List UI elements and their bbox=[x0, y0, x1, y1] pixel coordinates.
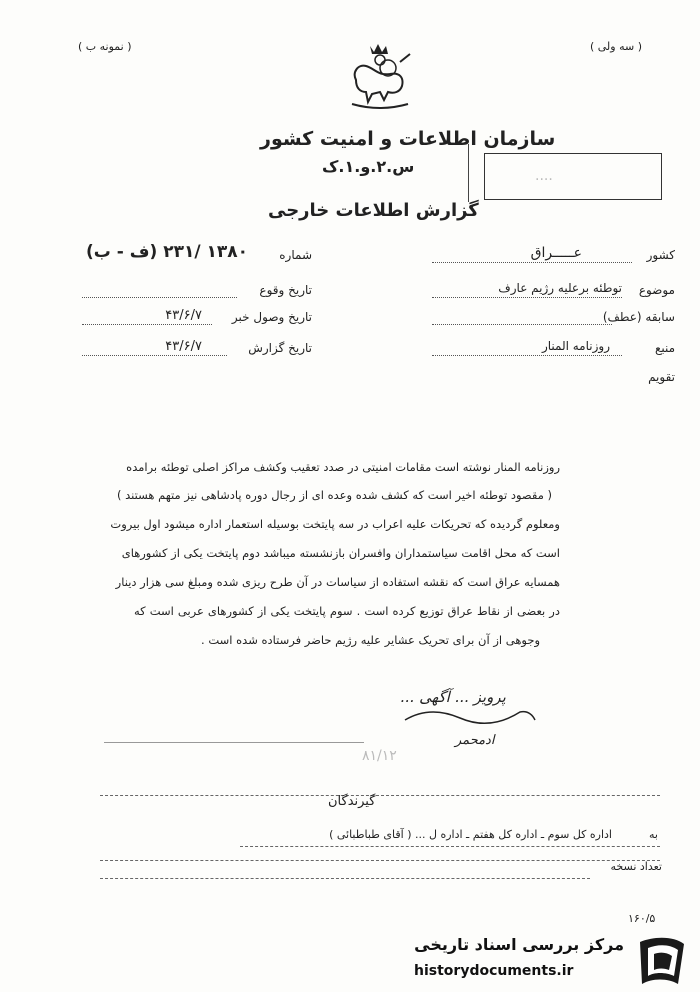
recipients-underline bbox=[240, 846, 660, 847]
recipients-prefix: به bbox=[649, 828, 658, 841]
field-subject-dots bbox=[432, 297, 622, 298]
recipients-heading: گیرندگان bbox=[328, 794, 376, 809]
field-reference-label: سابقه (عطف) bbox=[602, 310, 675, 324]
page-number: ۱۶۰/۵ bbox=[628, 912, 656, 925]
copies-label: تعداد نسخه bbox=[610, 860, 662, 873]
field-occurrence-date-label: تاریخ وقوع bbox=[259, 283, 312, 297]
archive-logo-icon bbox=[634, 934, 690, 988]
field-country-value: عـــــراق bbox=[530, 245, 582, 261]
field-country-label: کشور bbox=[646, 248, 675, 262]
signature-under: ادمحمر bbox=[455, 733, 495, 748]
top-right-note: ( سه ولی ) bbox=[589, 40, 642, 53]
field-number-label: شماره bbox=[279, 248, 312, 262]
stamp-side-mark bbox=[468, 144, 485, 202]
faded-stamp-area bbox=[104, 742, 364, 793]
body-line-2: ( مقصود توطئه اخیر است که کشف شده وعده ای از رجال دوره پادشاهی نیز متهم هستند ) bbox=[117, 488, 552, 502]
field-country-dots bbox=[432, 262, 632, 263]
body-line-6: در بعضی از نقاط عراق توزیع کرده است . سوم پایتخت یکی از کشورهای عربی است که bbox=[134, 604, 560, 618]
org-name: سازمان اطلاعات و امنیت کشور bbox=[260, 128, 556, 150]
divider-line bbox=[100, 795, 660, 796]
field-calendar-label: تقویم bbox=[648, 370, 675, 384]
recipients-list: اداره کل سوم ـ اداره کل هفتم ـ اداره ل ... ( آقای طباطبائی ) bbox=[329, 828, 612, 841]
field-source-value: روزنامه المنار bbox=[541, 339, 610, 353]
field-received-date-label: تاریخ وصول خبر bbox=[231, 310, 312, 324]
stamp-text: .... bbox=[535, 168, 553, 184]
field-report-date-dots bbox=[82, 355, 227, 356]
body-line-1: روزنامه المنار نوشته است مقامات امنیتی در صدد تعقیب وکشف مراکز اصلی توطئه برامده bbox=[126, 460, 560, 474]
body-line-7: وجوهی از آن برای تحریک عشایر علیه رژیم حاضر فرستاده شده است . bbox=[201, 633, 540, 647]
field-received-date-value: ۴۳/۶/۷ bbox=[165, 308, 202, 323]
copies-underline bbox=[100, 878, 590, 879]
report-title: گزارش اطلاعات خارجی bbox=[268, 200, 479, 221]
watermark-url: historydocuments.ir bbox=[414, 963, 574, 979]
field-report-date-label: تاریخ گزارش bbox=[248, 341, 312, 355]
field-reference-dots bbox=[432, 324, 612, 325]
reference-code: س.۲.و.۱.ک bbox=[322, 157, 415, 176]
field-subject-value: توطئه برعلیه رژیم عارف bbox=[498, 281, 622, 295]
field-number-value: ۱۳۸۰ /۲۳۱ (ف - ب) bbox=[86, 242, 248, 262]
body-line-4: است که محل اقامت سیاستمداران وافسران بازنشسته میباشد دوم پایتخت یکی از کشورهای bbox=[121, 546, 560, 560]
lion-and-sun-emblem-icon bbox=[344, 42, 416, 112]
body-line-3: ومعلوم گردیده که تحریکات علیه اعراب در سه پایتخت بوسیله استعمار اداره میشود اول بیروت bbox=[110, 517, 560, 531]
recipients-underline-2 bbox=[100, 860, 660, 861]
top-left-note: ( نمونه ب ) bbox=[78, 40, 132, 53]
field-received-date-dots bbox=[82, 324, 212, 325]
signature: پرویز ... آگهی ... bbox=[400, 688, 506, 706]
signature-flourish-icon bbox=[400, 700, 540, 730]
field-source-label: منبع bbox=[654, 341, 675, 355]
body-line-5: همسایه عراق است که نقشه استفاده از سیاسات در آن طرح ریزی شده ومبلغ سی هزار دینار bbox=[115, 575, 560, 589]
field-subject-label: موضوع bbox=[638, 283, 675, 297]
field-occurrence-date-dots bbox=[82, 297, 237, 298]
watermark-title: مرکز بررسی اسناد تاریخی bbox=[414, 935, 624, 954]
stamp-box bbox=[484, 153, 662, 200]
field-source-dots bbox=[432, 355, 622, 356]
faded-number: ۸۱/۱۲ bbox=[362, 748, 397, 764]
field-report-date-value: ۴۳/۶/۷ bbox=[165, 339, 202, 354]
